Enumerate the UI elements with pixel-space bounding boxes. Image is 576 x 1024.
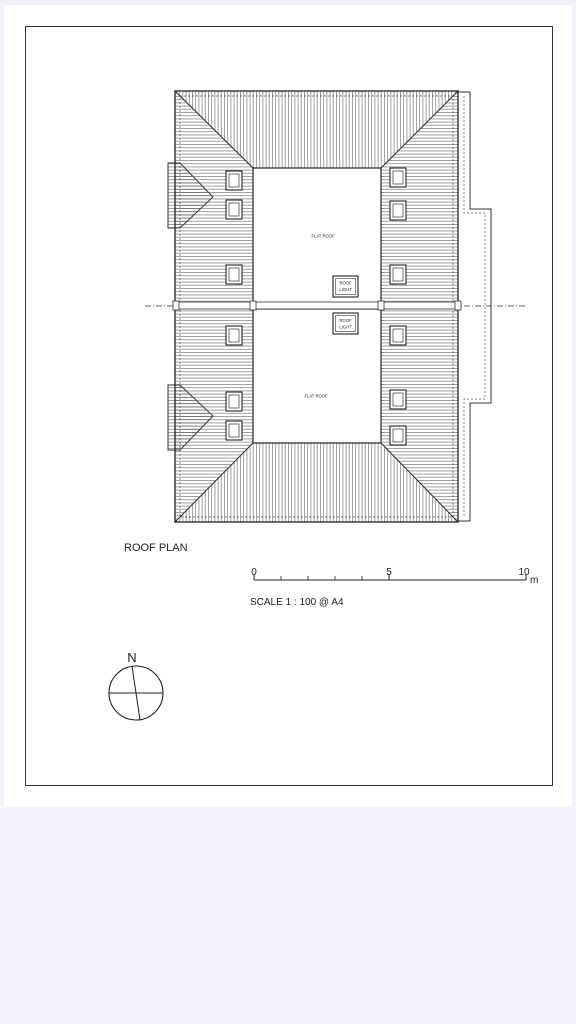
roof-light-label-1a: ROOF <box>339 280 352 286</box>
scale-text: SCALE 1 : 100 @ A4 <box>250 597 344 608</box>
scale-unit: m <box>530 575 539 586</box>
right-extension <box>458 92 491 521</box>
drawing-sheet <box>4 5 572 807</box>
roof-light-label-1b: LIGHT <box>339 287 352 292</box>
roof-plan-drawing <box>4 5 572 807</box>
section-line <box>145 301 527 310</box>
plan-title: ROOF PLAN <box>124 542 188 554</box>
scale-tick-5: 5 <box>386 567 392 578</box>
north-label: N <box>127 650 137 665</box>
roof-light-label-2a: ROOF <box>339 318 352 323</box>
north-arrow-icon <box>109 650 163 720</box>
roof-light-label-2b: LIGHT <box>339 324 352 330</box>
scale-bar <box>251 567 538 586</box>
flat-roof-label-lower: FLAT ROOF <box>304 393 328 399</box>
flat-roof-label-upper: FLAT ROOF <box>311 233 335 239</box>
scale-tick-10: 10 <box>518 567 530 578</box>
roof-light-upper <box>333 276 358 297</box>
roof-light-lower <box>333 313 358 334</box>
scale-tick-0: 0 <box>251 567 257 578</box>
